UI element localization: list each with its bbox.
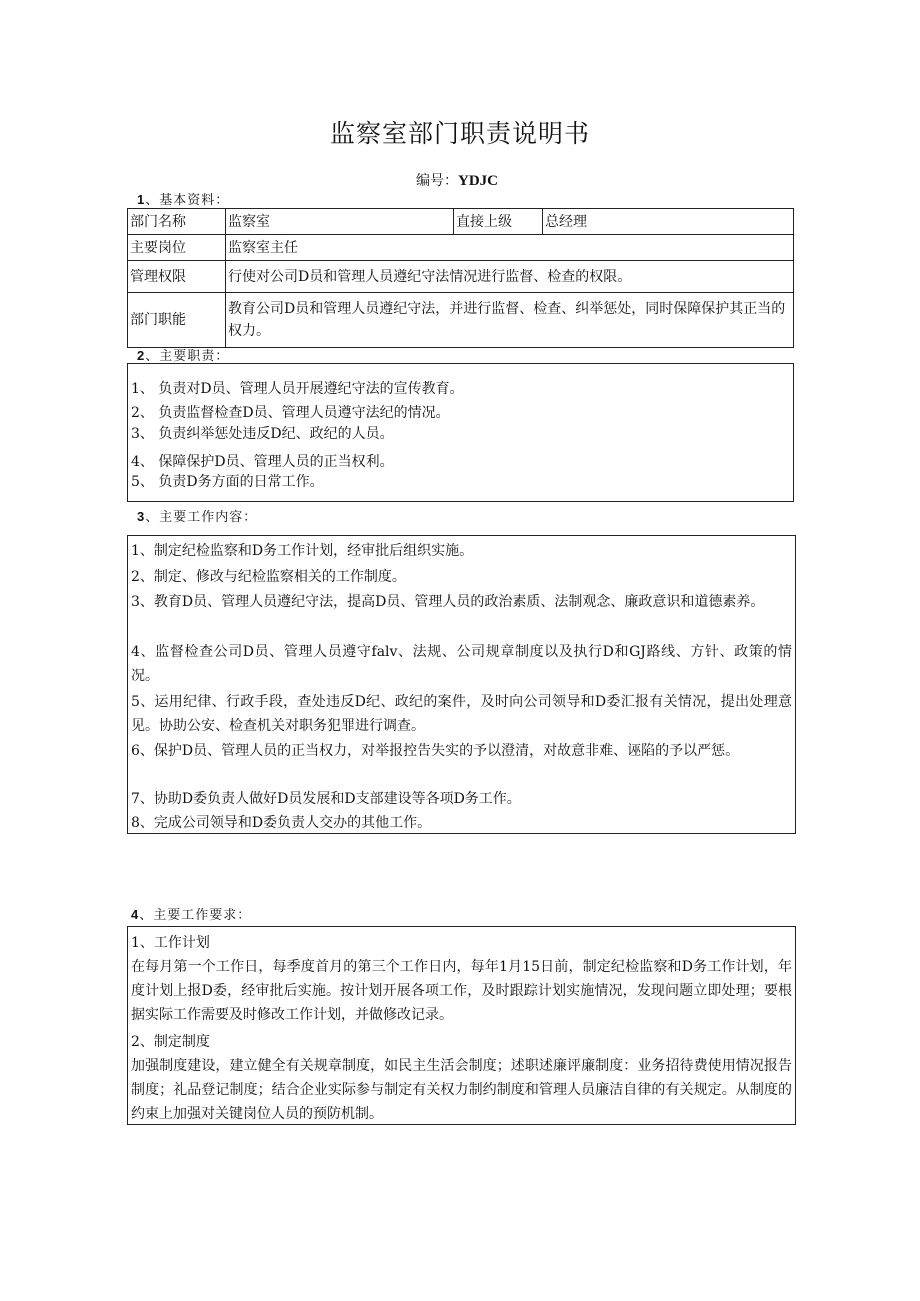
document-code xyxy=(416,170,498,190)
basic-info-table xyxy=(127,208,794,348)
section-work-content-heading: 3、主要工作内容： xyxy=(137,509,258,525)
document-title: 监察室部门职责说明书 xyxy=(329,119,590,148)
content-item: 4、监督检查公司D员、管理人员遵守falv、法规、公司规章制度以及执行D和GJ路线、方针、政策的情况。 xyxy=(131,644,792,684)
code-value: YDJC xyxy=(458,173,498,189)
main-post-value: 监察室主任 xyxy=(226,235,794,261)
dept-name-value: 监察室 xyxy=(226,209,454,235)
duty-item: 4、 保障保护D员、管理人员的正当权利。 xyxy=(131,454,394,470)
work-content-box xyxy=(127,535,796,834)
dept-name-label: 部门名称 xyxy=(128,209,226,235)
requirement-body: 在每月第一个工作日，每季度首月的第三个工作日内，每年1月15日前，制定纪检监察和D务工作计划，年度计划上报D委，经审批后实施。按计划开展各项工作，及时跟踪计划实施情况，发现问题立即处理；要根据实际工作需要及时修改工作计划，并做修改记录。 xyxy=(131,959,792,1023)
requirement-title: 2、制定制度 xyxy=(131,1034,210,1050)
authority-label: 管理权限 xyxy=(128,261,226,293)
content-item: 5、运用纪律、行政手段，查处违反D纪、政纪的案件，及时向公司领导和D委汇报有关情况，提出处理意见。协助公安、检查机关对职务犯罪进行调查。 xyxy=(131,694,792,734)
section-basic-info-heading: 1、基本资料： xyxy=(137,192,230,208)
content-item: 3、教育D员、管理人员遵纪守法，提高D员、管理人员的政治素质、法制观念、廉政意识和道德素养。 xyxy=(131,594,765,610)
duties-box xyxy=(127,363,794,502)
code-label: 编号： xyxy=(416,173,458,189)
function-label: 部门职能 xyxy=(128,293,226,348)
requirement-title: 1、工作计划 xyxy=(131,935,210,951)
requirement-body: 加强制度建设，建立健全有关规章制度，如民主生活会制度；述职述廉评廉制度：业务招待费使用情况报告制度；礼品登记制度；结合企业实际参与制定有关权力制约制度和管理人员廉洁自律的有关规定。从制度的约束上加强对关键岗位人员的预防机制。 xyxy=(131,1058,792,1122)
authority-value: 行使对公司D员和管理人员遵纪守法情况进行监督、检查的权限。 xyxy=(226,261,794,293)
content-item: 2、制定、修改与纪检监察相关的工作制度。 xyxy=(131,569,406,585)
content-item: 1、制定纪检监察和D务工作计划，经审批后组织实施。 xyxy=(131,543,474,559)
duty-item: 2、 负责监督检查D员、管理人员遵守法纪的情况。 xyxy=(131,405,450,421)
main-post-label: 主要岗位 xyxy=(128,235,226,261)
duty-item: 5、 负责D务方面的日常工作。 xyxy=(131,474,324,490)
content-item: 8、完成公司领导和D委负责人交办的其他工作。 xyxy=(131,815,432,831)
section-duties-heading: 2、主要职责： xyxy=(137,348,230,364)
superior-value: 总经理 xyxy=(543,209,794,235)
duty-item: 3、 负责纠举惩处违反D纪、政纪的人员。 xyxy=(131,426,394,442)
content-item: 6、保护D员、管理人员的正当权力，对举报控告失实的予以澄清，对故意非难、诬陷的予以严惩。 xyxy=(131,743,740,759)
function-value: 教育公司D员和管理人员遵纪守法，并进行监督、检查、纠举惩处，同时保障保护其正当的权力。 xyxy=(226,293,794,348)
content-item: 7、协助D委负责人做好D员发展和D支部建设等各项D务工作。 xyxy=(131,791,521,807)
requirements-box xyxy=(127,926,796,1125)
section-requirements-heading: 4、主要工作要求： xyxy=(131,907,252,923)
duty-item: 1、 负责对D员、管理人员开展遵纪守法的宣传教育。 xyxy=(131,381,464,397)
superior-label: 直接上级 xyxy=(454,209,543,235)
